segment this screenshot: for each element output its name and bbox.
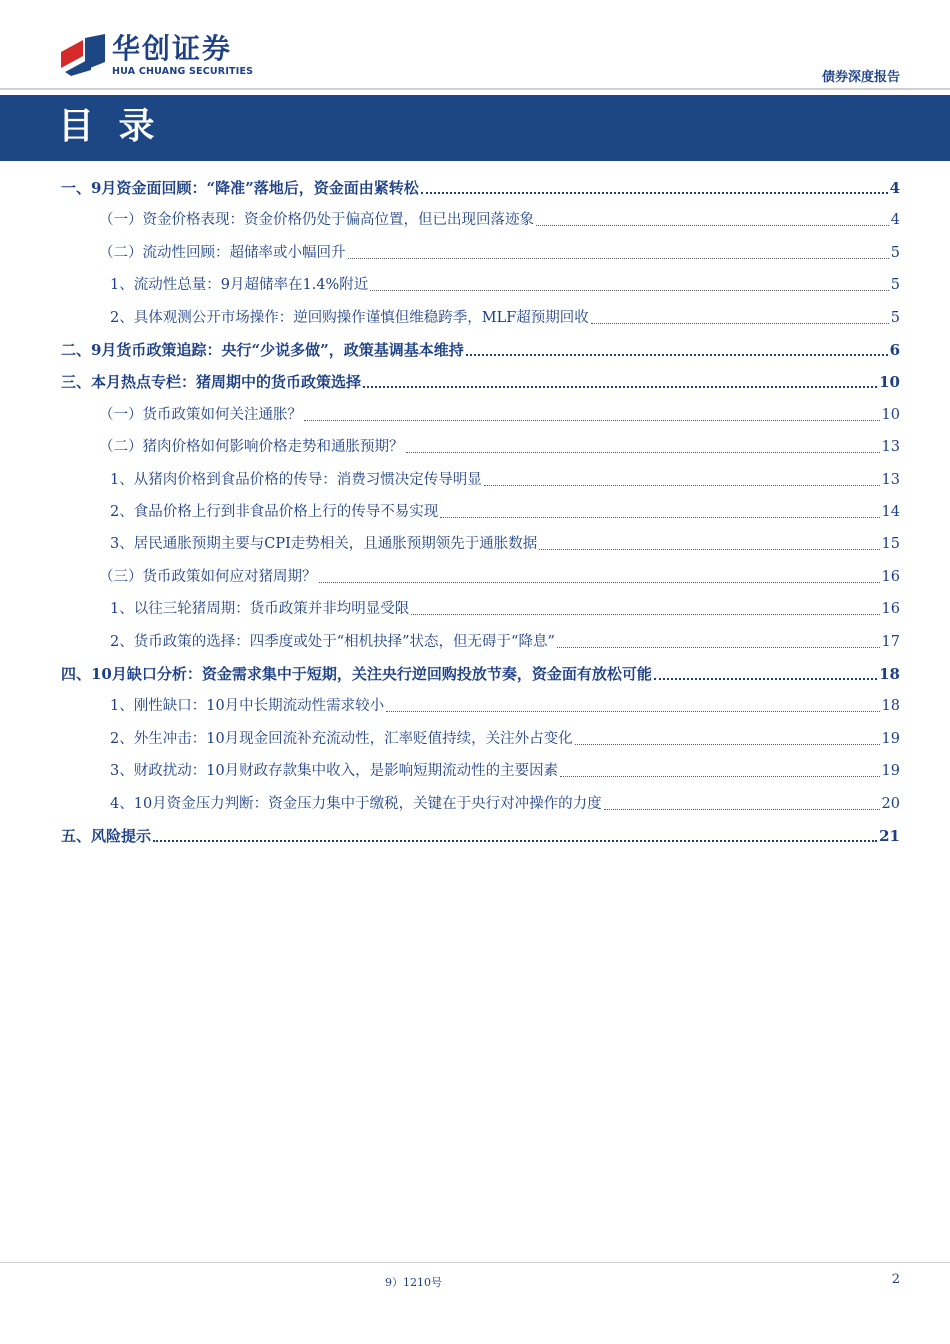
toc-entry-title: 2、具体观测公开市场操作：逆回购操作谨慎但维稳跨季，MLF超预期回收 [110,309,589,326]
title-banner [0,95,950,161]
toc-entry-page: 10 [881,406,900,423]
toc-entry-page: 21 [879,827,900,845]
toc-entry-page: 4 [890,212,900,229]
toc-leader-dots [348,258,889,259]
toc-entry[interactable] [110,273,900,297]
toc-leader-dots [654,678,877,680]
toc-leader-dots [363,386,877,388]
toc-entry-page: 4 [889,179,900,197]
huachuang-logo-icon [61,34,105,76]
toc-entry[interactable] [110,759,900,783]
toc-leader-dots [557,647,880,648]
toc-entry-page: 5 [890,309,900,326]
toc-leader-dots [484,485,880,486]
toc-entry[interactable] [110,727,900,751]
toc-entry-title: 1、以往三轮猪周期：货币政策并非均明显受限 [110,601,410,618]
toc-entry[interactable] [110,597,900,621]
toc-leader-dots [319,582,880,583]
toc-leader-dots [440,517,879,518]
toc-leader-dots [591,323,889,324]
toc-leader-dots [539,549,879,550]
toc-entry-page: 18 [879,665,900,683]
toc-entry-title: 2、食品价格上行到非食品价格上行的传导不易实现 [110,504,439,520]
page-number: 2 [891,1272,900,1287]
toc-entry[interactable] [110,468,900,492]
toc-entry-page: 5 [890,244,900,261]
toc-leader-dots [304,420,880,421]
toc-entry-page: 14 [881,504,900,520]
toc-entry-page: 19 [881,763,900,780]
toc-entry-page: 6 [889,341,900,359]
footer-divider [0,1262,950,1263]
toc-entry-title: 2、外生冲击：10月现金回流补充流动性，汇率贬值持续，关注外占变化 [110,730,573,747]
toc-entry-title: 4、10月资金压力判断：资金压力集中于缴税，关键在于央行对冲操作的力度 [110,795,602,812]
toc-entry-title: 1、流动性总量：9月超储率在1.4%附近 [110,277,369,294]
toc-entry[interactable] [61,662,900,686]
toc-leader-dots [421,192,888,194]
page-header [0,0,950,92]
toc-entry[interactable] [110,500,900,524]
toc-entry[interactable] [110,630,900,654]
toc-entry-page: 18 [881,698,900,715]
toc-entry-title: 3、居民通胀预期主要与CPI走势相关，且通胀预期领先于通胀数据 [110,536,538,553]
logo-english-name: HUA CHUANG SECURITIES [112,66,254,77]
toc-entry-title: 四、10月缺口分析：资金需求集中于短期，关注央行逆回购投放节奏，资金面有放松可能 [61,665,652,683]
toc-entry[interactable] [99,208,900,232]
toc-leader-dots [560,776,879,777]
toc-entry-title: 三、本月热点专栏：猪周期中的货币政策选择 [61,373,362,392]
toc-entry-page: 13 [881,471,900,488]
toc-entry[interactable] [61,176,900,200]
toc-leader-dots [466,354,888,356]
toc-entry[interactable] [110,306,900,330]
toc-leader-dots [386,711,879,712]
toc-entry-page: 13 [881,439,900,456]
toc-entry-page: 17 [881,633,900,650]
toc-entry-title: 3、财政扰动：10月财政存款集中收入，是影响短期流动性的主要因素 [110,763,559,780]
toc-entry-title: 五、风险提示 [61,827,152,845]
toc-entry-title: 二、9月货币政策追踪：央行“少说多做”，政策基调基本维持 [61,341,464,359]
toc-leader-dots [153,840,877,842]
report-type-label: 债券深度报告 [821,70,900,85]
toc-entry-page: 15 [881,536,900,553]
toc-leader-dots [406,452,880,453]
toc-entry-title: 1、从猪肉价格到食品价格的传导：消费习惯决定传导明显 [110,471,482,488]
toc-leader-dots [575,744,880,745]
toc-entry-title: （一）资金价格表现：资金价格仍处于偏高位置，但已出现回落迹象 [99,212,534,229]
toc-entry-title: （三）货币政策如何应对猪周期？ [99,568,317,585]
toc-entry[interactable] [61,370,900,394]
toc-entry[interactable] [110,532,900,556]
toc-entry-page: 5 [890,277,900,294]
toc-leader-dots [370,290,888,291]
footer-note: 9）1210号 [385,1276,442,1289]
toc-entry-page: 16 [881,568,900,585]
toc-entry-page: 20 [881,795,900,812]
toc-entry[interactable] [110,792,900,816]
logo-chinese-name: 华创证券 [112,32,233,65]
toc-entry[interactable] [99,403,900,427]
toc-entry-title: （二）猪肉价格如何影响价格走势和通胀预期？ [99,439,404,456]
toc-entry[interactable] [61,338,900,362]
toc-entry-title: （一）货币政策如何关注通胀？ [99,406,302,423]
toc-entry-title: 1、刚性缺口：10月中长期流动性需求较小 [110,698,385,715]
toc-entry[interactable] [99,565,900,589]
toc-entry-page: 16 [881,601,900,618]
toc-entry[interactable] [61,824,900,848]
toc-entry[interactable] [99,435,900,459]
toc-entry-title: （二）流动性回顾：超储率或小幅回升 [99,244,346,261]
toc-leader-dots [411,614,879,615]
toc-entry-page: 10 [879,373,900,392]
toc-leader-dots [604,809,880,810]
toc-entry[interactable] [99,241,900,265]
page-title: 目 录 [58,106,161,147]
toc-entry-page: 19 [881,730,900,747]
toc-entry[interactable] [110,694,900,718]
header-divider [0,88,950,90]
toc-entry-title: 一、9月资金面回顾：“降准”落地后，资金面由紧转松 [61,179,419,197]
toc-leader-dots [536,225,889,226]
toc-entry-title: 2、货币政策的选择：四季度或处于“相机抉择”状态，但无碍于“降息” [110,633,555,650]
